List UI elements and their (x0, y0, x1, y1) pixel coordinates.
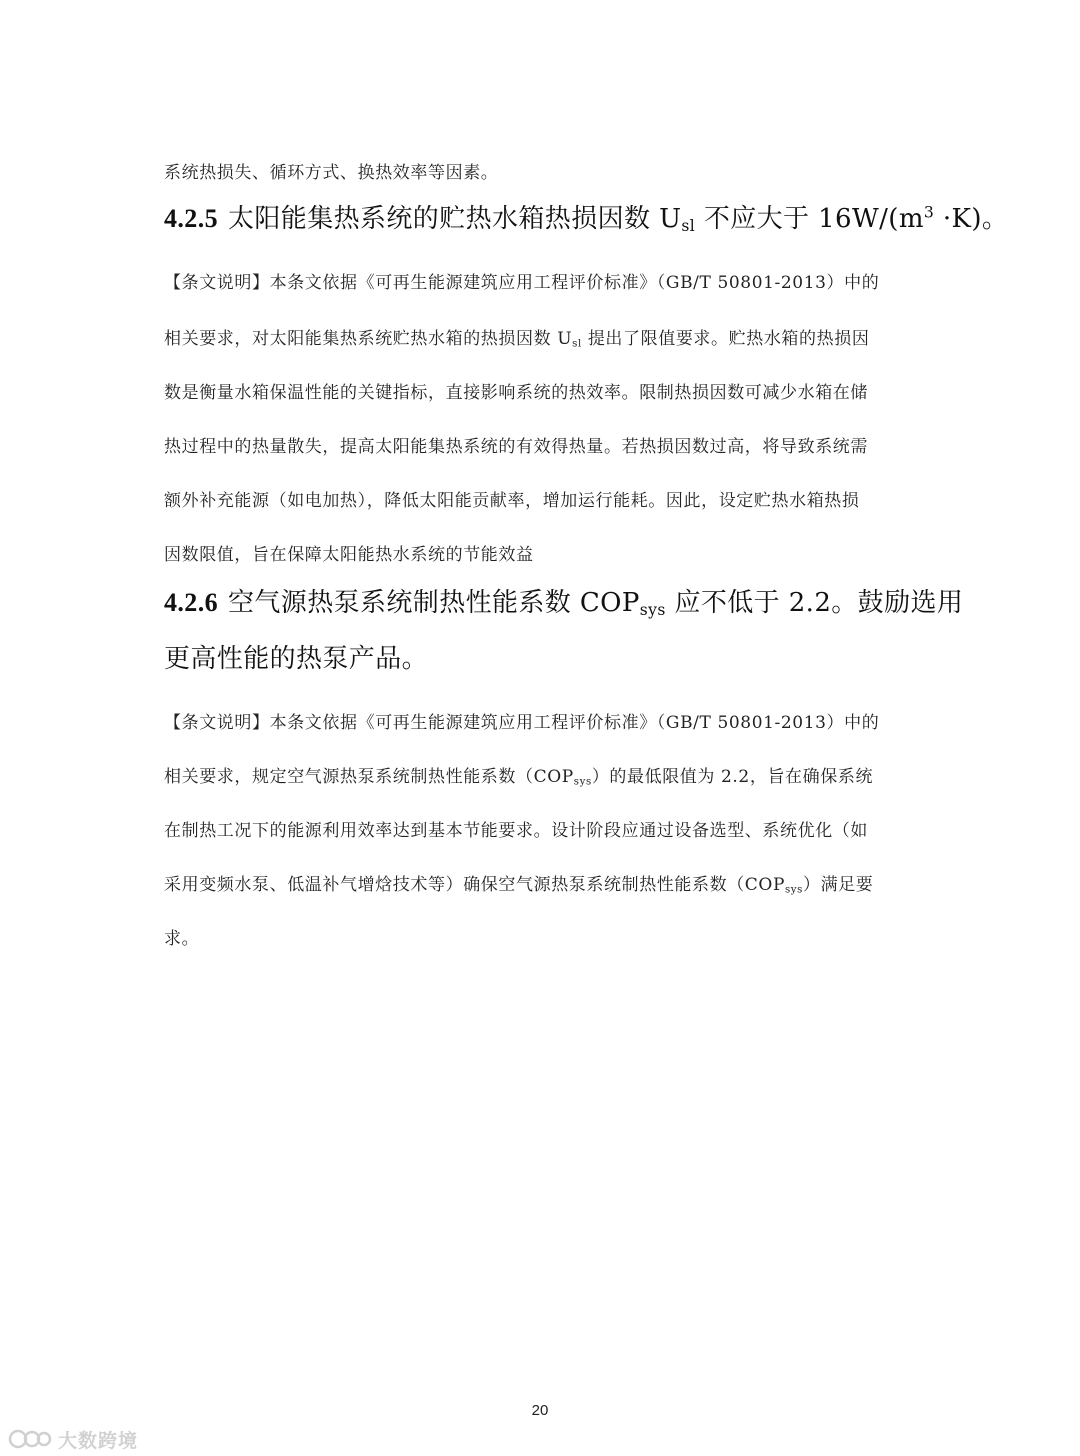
text-run: ）的最低限值为 2.2，旨在确保系统 (591, 767, 874, 787)
heading-subscript: sys (639, 600, 666, 619)
intro-line: 系统热损失、循环方式、换热效率等因素。 (164, 163, 499, 183)
explanation-line (164, 324, 869, 349)
section-heading-4-2-6 (164, 582, 963, 619)
heading-subscript: sl (681, 216, 696, 235)
text-run: 相关要求，规定空气源热泵系统制热性能系数（COP (164, 767, 574, 787)
explanation-line: 【条文说明】本条文依据《可再生能源建筑应用工程评价标准》（GB/T 50801-2013）中的 (164, 713, 880, 733)
heading-superscript: 3 (923, 203, 935, 222)
heading-text: 空气源热泵系统制热性能系数 COP (228, 588, 640, 618)
heading-text: ·K)。 (934, 204, 1009, 234)
subscript: sl (572, 338, 582, 350)
section-number: 4.2.5 (164, 204, 218, 233)
explanation-line: 热过程中的热量散失，提高太阳能集热系统的有效得热量。若热损因数过高，将导致系统需 (164, 437, 868, 457)
page-number: 20 (531, 1402, 549, 1419)
heading-text: 应不低于 2.2。鼓励选用 (665, 588, 964, 618)
text-run: 相关要求，对太阳能集热系统贮热水箱的热损因数 U (164, 329, 573, 349)
explanation-line: 额外补充能源（如电加热），降低太阳能贡献率，增加运行能耗。因此，设定贮热水箱热损 (164, 491, 860, 511)
section-heading-4-2-6-line2: 更高性能的热泵产品。 (164, 644, 429, 674)
heading-text: 不应大于 16W/(m (695, 204, 924, 234)
explanation-line (164, 762, 873, 787)
text-run: 提出了限值要求。贮热水箱的热损因 (581, 329, 870, 349)
explanation-line (164, 870, 873, 895)
watermark (8, 1426, 138, 1452)
explanation-line: 【条文说明】本条文依据《可再生能源建筑应用工程评价标准》（GB/T 50801-2013）中的 (164, 273, 880, 293)
text-run: 采用变频水泵、低温补气增焓技术等）确保空气源热泵系统制热性能系数（COP (164, 875, 785, 895)
section-heading-4-2-5 (164, 198, 1008, 235)
text-run: ）满足要 (803, 875, 874, 895)
section-number: 4.2.6 (164, 588, 218, 617)
watermark-text: 大数跨境 (58, 1429, 139, 1452)
explanation-line: 因数限值，旨在保障太阳能热水系统的节能效益 (164, 545, 534, 565)
subscript: sys (573, 776, 592, 788)
explanation-line: 在制热工况下的能源利用效率达到基本节能要求。设计阶段应通过设备选型、系统优化（如 (164, 821, 868, 841)
wechat-channel-logo-icon (8, 1427, 52, 1451)
explanation-line: 求。 (164, 929, 200, 949)
heading-text: 太阳能集热系统的贮热水箱热损因数 U (228, 204, 682, 234)
explanation-line: 数是衡量水箱保温性能的关键指标，直接影响系统的热效率。限制热损因数可减少水箱在储 (164, 383, 868, 403)
subscript: sys (784, 884, 803, 896)
